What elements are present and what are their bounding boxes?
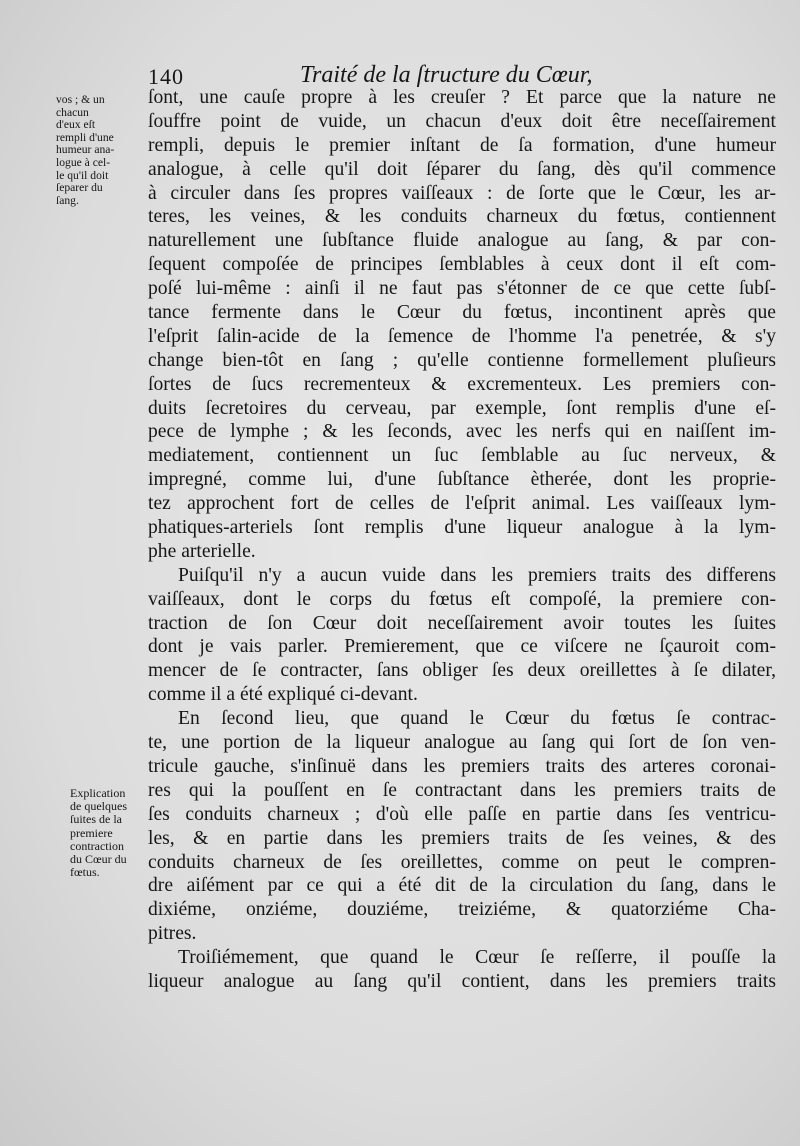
- margin-note-line: Explication: [70, 786, 126, 800]
- margin-note-line: logue à cel-: [56, 155, 111, 169]
- text-line: pece de lymphe ; & les ſeconds, avec les nerfs qui en naiſſent im-: [148, 421, 776, 443]
- text-line: à circuler dans ſes propres vaiſſeaux : de ſorte que le Cœur, les ar-: [148, 182, 776, 204]
- margin-note-line: le qu'il doit: [56, 168, 109, 182]
- text-line: dixiéme, onziéme, douziéme, treiziéme, & quatorziéme Cha-: [148, 899, 776, 921]
- text-line: te, une portion de la liqueur analogue au ſang qui ſort de ſon ven-: [148, 732, 776, 754]
- text-line: tance fermente dans le Cœur du fœtus, incontinent après que: [148, 302, 776, 324]
- text-line: conduits charneux de ſes oreillettes, comme on peut le compren-: [148, 851, 776, 873]
- running-title: Traité de la ſtructure du Cœur,: [300, 62, 593, 88]
- text-line: mediatement, contiennent un ſuc ſemblable au ſuc nerveux, &: [148, 445, 776, 467]
- text-line: l'eſprit ſalin-acide de la ſemence de l'homme l'a penetrée, & s'y: [148, 325, 776, 347]
- text-line: ſont, une cauſe propre à les creuſer ? Et parce que la nature ne: [148, 87, 776, 108]
- text-line: change bien-tôt en ſang ; qu'elle contienne formellement pluſieurs: [148, 349, 776, 371]
- text-line: rempli, depuis le premier inſtant de ſa formation, d'une humeur: [148, 134, 776, 156]
- text-line: mencer de ſe contracter, ſans obliger ſes deux oreillettes à ſe dilater,: [148, 660, 776, 682]
- text-line: En ſecond lieu, que quand le Cœur du fœtus ſe contrac-: [178, 708, 776, 730]
- page-number: 140: [148, 64, 184, 89]
- text-line: ſes conduits charneux ; d'où elle paſſe en partie dans ſes ventricu-: [148, 803, 776, 825]
- text-line: dre aiſément par ce qui a été dit de la circulation du ſang, dans le: [148, 875, 776, 897]
- text-line: tricule gauche, s'inſinuë dans les premiers traits des arteres coronai-: [148, 755, 776, 777]
- text-line: pitres.: [148, 923, 197, 945]
- text-line: phatiques-arteriels ſont remplis d'une liqueur analogue à la lym-: [148, 517, 776, 539]
- text-line: res qui la pouſſent en ſe contractant dans les premiers traits de: [148, 779, 776, 801]
- margin-note-top: [56, 94, 140, 207]
- body-text: [148, 86, 776, 994]
- text-line: duits ſecretoires du cerveau, par exemple, ſont remplis d'une eſ-: [148, 397, 776, 419]
- margin-note-line: chacun: [56, 105, 89, 119]
- text-line: ſortes de ſucs recrementeux & excrementeux. Les premiers con-: [148, 373, 776, 395]
- margin-note-line: contraction: [70, 838, 124, 853]
- text-line: impregné, comme lui, d'une ſubſtance ètherée, dont les proprie-: [148, 469, 776, 491]
- margin-note-line: ſuites de la: [70, 812, 122, 827]
- text-line: analogue, à celle qu'il doit ſéparer du ſang, dès qu'il commence: [148, 158, 776, 180]
- text-line: ſequent compoſée de principes ſemblables à ceux dont il eſt com-: [148, 254, 776, 276]
- text-line: Puiſqu'il n'y a aucun vuide dans les premiers traits des differens: [178, 564, 776, 586]
- text-line: comme il a été expliqué ci-devant.: [148, 684, 418, 706]
- text-line: ſouffre point de vuide, un chacun d'eux doit être neceſſairement: [148, 110, 776, 132]
- text-line: vaiſſeaux, dont le corps du fœtus eſt compoſé, la premiere con-: [148, 588, 776, 610]
- margin-note-line: vos ; & un: [56, 93, 105, 106]
- margin-note-line: d'eux eſt: [56, 118, 96, 132]
- text-line: phe arterielle.: [148, 540, 256, 562]
- margin-note-bottom: [70, 787, 154, 879]
- text-line: Troiſiémement, que quand le Cœur ſe reſſerre, il pouſſe la: [178, 947, 776, 969]
- text-line: traction de ſon Cœur doit neceſſairement avoir toutes les ſuites: [148, 612, 776, 634]
- margin-note-line: premiere: [70, 825, 113, 840]
- margin-note-line: ſeparer du: [56, 181, 103, 195]
- margin-note-line: du Cœur du: [70, 852, 127, 867]
- margin-note-line: de quelques: [70, 799, 127, 814]
- text-line: dont je vais parler. Premierement, que ce viſcere ne ſçauroit com-: [148, 636, 776, 658]
- text-line: les, & en partie dans les premiers traits de ſes veines, & des: [148, 827, 776, 849]
- text-line: naturellement une ſubſtance fluide analogue au ſang, & par con-: [148, 230, 776, 252]
- margin-note-line: ſang.: [56, 193, 79, 207]
- text-line: poſé lui-même : ainſi il ne faut pas s'étonner de ce que cette ſubſ-: [148, 278, 776, 300]
- text-line: tez approchent fort de celles de l'eſprit animal. Les vaiſſeaux lym-: [148, 493, 776, 515]
- margin-note-line: fœtus.: [70, 865, 100, 880]
- margin-note-line: rempli d'une: [56, 130, 114, 144]
- text-line: liqueur analogue au ſang qu'il contient, dans les premiers traits: [148, 970, 776, 992]
- text-line: teres, les veines, & les conduits charneux du fœtus, contiennent: [148, 206, 776, 228]
- margin-note-line: humeur ana-: [56, 143, 115, 157]
